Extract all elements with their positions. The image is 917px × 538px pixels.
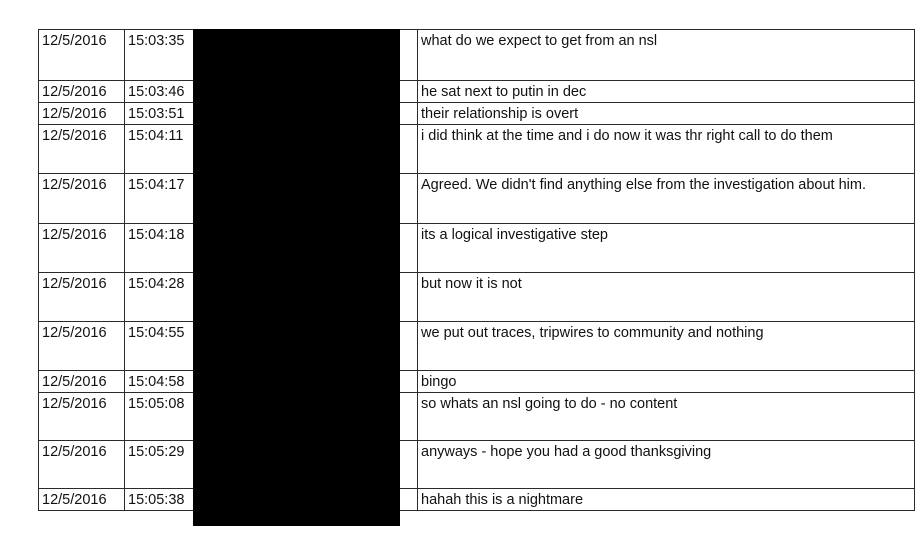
date-cell: 12/5/2016 [39,30,125,81]
message-cell: anyways - hope you had a good thanksgiving [418,441,915,489]
message-cell: hahah this is a nightmare [418,489,915,511]
message-cell: i did think at the time and i do now it was thr right call to do them [418,125,915,174]
date-cell: 12/5/2016 [39,441,125,489]
table-row [39,103,915,125]
message-cell: so whats an nsl going to do - no content [418,393,915,441]
message-cell: Agreed. We didn't find anything else from the investigation about him. [418,174,915,224]
table-row [39,441,915,489]
table-row [39,393,915,441]
time-cell: 15:04:55 [125,322,195,371]
time-cell: 15:04:17 [125,174,195,224]
table-row [39,81,915,103]
date-cell: 12/5/2016 [39,489,125,511]
time-cell: 15:05:29 [125,441,195,489]
date-cell: 12/5/2016 [39,81,125,103]
table-row [39,224,915,273]
table-row [39,125,915,174]
date-cell: 12/5/2016 [39,103,125,125]
message-cell: he sat next to putin in dec [418,81,915,103]
time-cell: 15:03:46 [125,81,195,103]
date-cell: 12/5/2016 [39,174,125,224]
date-cell: 12/5/2016 [39,322,125,371]
message-cell: its a logical investigative step [418,224,915,273]
table-row [39,30,915,81]
time-cell: 15:04:58 [125,371,195,393]
table-row [39,273,915,322]
time-cell: 15:04:28 [125,273,195,322]
time-cell: 15:04:18 [125,224,195,273]
table-row [39,371,915,393]
table-row [39,489,915,511]
time-cell: 15:05:38 [125,489,195,511]
date-cell: 12/5/2016 [39,125,125,174]
time-cell: 15:04:11 [125,125,195,174]
message-cell: but now it is not [418,273,915,322]
table-row [39,322,915,371]
message-cell: we put out traces, tripwires to community and nothing [418,322,915,371]
message-log-table [38,29,915,511]
time-cell: 15:05:08 [125,393,195,441]
table-row [39,174,915,224]
message-cell: bingo [418,371,915,393]
time-cell: 15:03:51 [125,103,195,125]
date-cell: 12/5/2016 [39,371,125,393]
time-cell: 15:03:35 [125,30,195,81]
date-cell: 12/5/2016 [39,273,125,322]
message-cell: their relationship is overt [418,103,915,125]
date-cell: 12/5/2016 [39,224,125,273]
date-cell: 12/5/2016 [39,393,125,441]
redaction-bar [193,29,400,526]
message-cell: what do we expect to get from an nsl [418,30,915,81]
